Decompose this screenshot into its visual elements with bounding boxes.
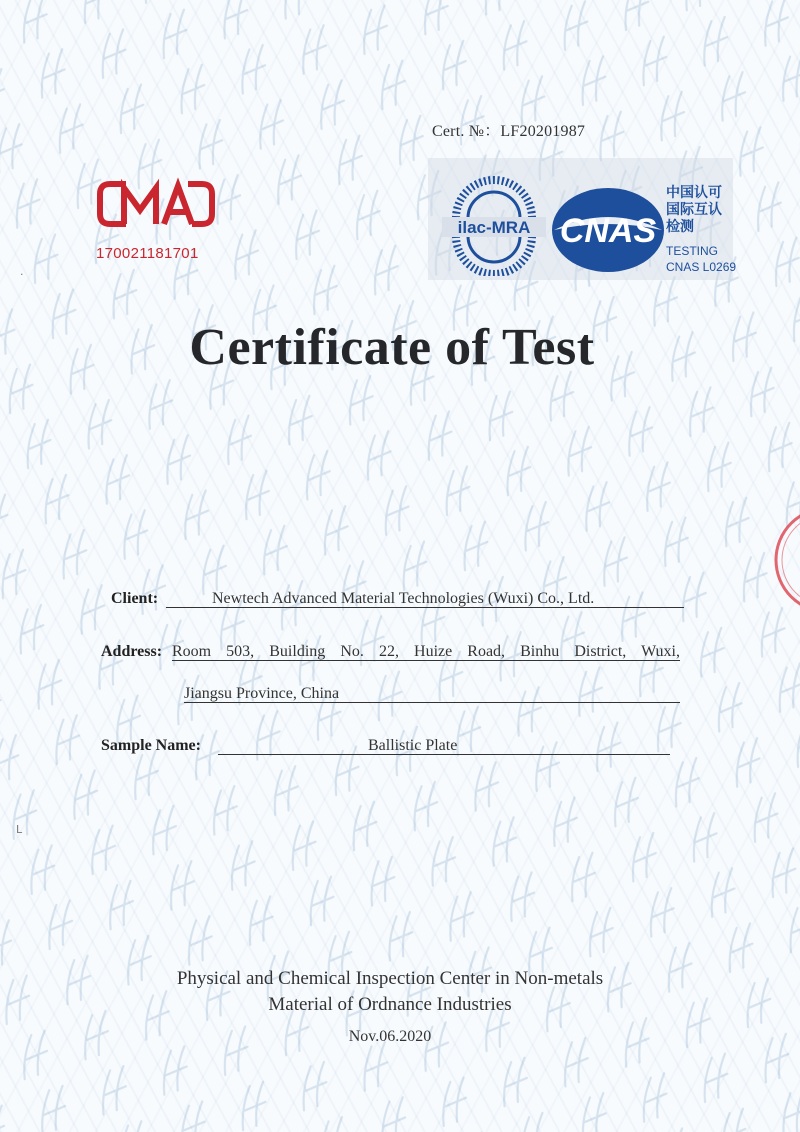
issue-date: Nov.06.2020 [348,1028,432,1045]
margin-mark: L [16,823,23,836]
client-label: Client: [111,590,159,607]
cnas-chinese-line-1: 中国认可 [666,185,722,201]
margin-mark: · [20,268,24,281]
ilac-logo-text: ilac-MRA [457,218,531,237]
cnas-testing-text [666,243,736,275]
cnas-chinese-line-3: 检测 [666,219,694,235]
sample-name-label: Sample Name: [101,737,201,754]
client-value: Newtech Advanced Material Technologies (Wuxi) Co., Ltd. [212,590,595,607]
cma-mark [96,176,216,266]
certificate-number-label: Cert. №： [432,123,501,140]
cnas-chinese-line-2: 国际互认 [666,202,722,218]
address-line-2: Jiangsu Province, China [184,685,340,702]
cma-number: 170021181701 [96,245,199,262]
cnas-testing-label: TESTING [666,244,719,258]
ilac-mra-logo-icon [442,176,546,276]
cnas-code: CNAS L0269 [666,260,737,274]
issuer-line-2: Material of Ordnance Industries [268,994,512,1015]
cma-logo-icon [96,176,216,242]
red-seal-icon [768,505,800,615]
issuer-line-1: Physical and Chemical Inspection Center in Non-metals [176,968,604,989]
address-line-1: Room 503, Building No. 22, Huize Road, Binhu District, Wuxi, [172,643,680,660]
sample-name-value: Ballistic Plate [368,737,458,754]
accreditation-marks [428,158,737,280]
certificate-number-value: LF20201987 [500,123,586,140]
cnas-logo-icon [548,186,668,276]
cnas-chinese-text [666,185,736,236]
address-label: Address: [101,643,163,660]
certificate-title: Certificate of Test [189,319,595,376]
certificate-number [432,118,585,141]
cnas-logo-text: CNAS [559,212,657,250]
